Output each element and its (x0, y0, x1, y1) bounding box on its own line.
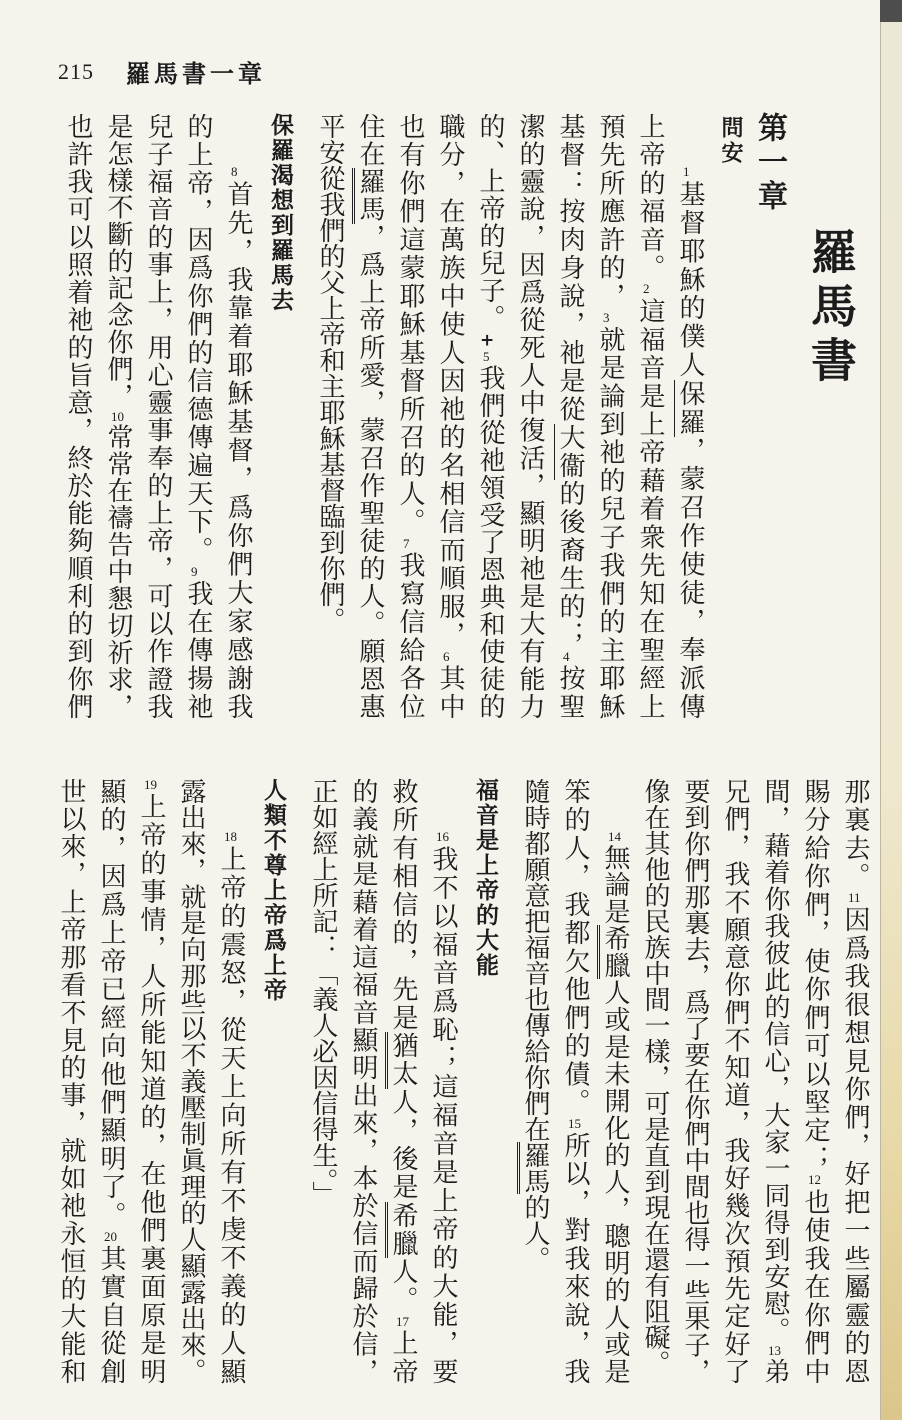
text-run: 就是論到祂的兒子我們的主耶穌 (595, 325, 625, 719)
text-column (383, 778, 423, 1384)
text-run: 住在 (355, 113, 385, 169)
text-column (630, 113, 670, 719)
person-name: 大衞 (555, 423, 585, 481)
verse-number: 12 (808, 1173, 821, 1187)
upper-text-block (58, 113, 710, 719)
text-run: 預先所應許的， (595, 113, 625, 311)
text-run: 救所有相信的，先是 (388, 778, 418, 1033)
text-run: 的後裔生的； (555, 480, 585, 648)
text-column (58, 113, 98, 719)
running-header (58, 54, 266, 88)
text-column (510, 113, 550, 719)
text-run: 也使我在你們中 (800, 1188, 830, 1384)
text-column (171, 778, 211, 1384)
text-run: 隨時都願意把福音也傳給你們在 (520, 778, 550, 1142)
text-run: 世以來，上帝那看不見的事，就如祂永恒的大能和 (56, 778, 86, 1384)
text-run: 職分，在萬族中使人因祂的名相信而順服， (435, 113, 465, 650)
text-column (310, 113, 350, 719)
text-run: 賜分給你們，使你們可以堅定； (800, 778, 830, 1172)
text-column (343, 778, 383, 1384)
text-column (211, 778, 251, 1384)
verse-number: 1 (683, 165, 690, 178)
text-run: 人。 (388, 1258, 418, 1315)
text-column (595, 778, 635, 1384)
text-run: 上帝的福音。 (635, 113, 665, 283)
verse-number: 4 (563, 649, 570, 663)
text-run: 也有你們這蒙耶穌基督所召的人。 (395, 113, 425, 537)
text-column (423, 778, 463, 1384)
text-column (675, 778, 715, 1384)
text-run: 其中 (435, 664, 465, 719)
text-run: 笨的人，我都欠他們的債。 (560, 778, 590, 1117)
lower-text-block (51, 778, 875, 1384)
text-run: 我們從祂領受了恩典和使徒的 (475, 364, 505, 719)
text-run: 人，後是 (388, 1088, 418, 1202)
text-run: ，爲上帝所愛，蒙召作聖徒的人。願恩惠 (355, 223, 385, 719)
person-name: 保羅 (675, 379, 705, 437)
text-column (390, 113, 430, 719)
text-column (835, 778, 875, 1384)
text-run: 正如經上所記：「義人必因信得生。」 (308, 778, 338, 1207)
text-run: 無論是 (600, 844, 630, 926)
verse-number: 17 (396, 1314, 409, 1328)
verse-number: 20 (104, 1229, 117, 1243)
verse-number: 10 (111, 409, 124, 423)
text-run: 首先，我靠着耶穌基督，爲你們大家感謝我 (223, 180, 253, 719)
book-page-edge (880, 0, 902, 1420)
verse-number: 7 (403, 536, 410, 550)
text-run: 要到你們那裏去，爲了要在你們中間也得一些果子， (680, 778, 710, 1384)
text-column (218, 113, 258, 719)
text-run: 這福音是上帝藉着衆先知在聖經上 (635, 297, 665, 719)
text-run: 的上帝，因爲你們的信德傳遍天下。 (183, 113, 213, 565)
text-run: 的人。 (520, 1194, 550, 1272)
section-heading: 保羅渴想到羅馬去 (267, 113, 293, 313)
text-run: 的義就是藉着這福音顯明出來，本於信而歸於信， (348, 778, 378, 1384)
place-name: 希臘 (597, 925, 630, 979)
verse-number: 9 (191, 564, 198, 578)
verse-number: 8 (231, 165, 238, 178)
text-column (98, 113, 138, 719)
text-column (670, 113, 710, 719)
verse-number: 5 (483, 350, 490, 364)
text-run: 那裏去。 (840, 778, 870, 891)
text-column (550, 113, 590, 719)
text-column (91, 778, 131, 1384)
text-column (715, 778, 755, 1384)
text-run: 平安從我們的父上帝和主耶穌基督臨到你們。 (315, 113, 345, 633)
page-corner-shadow (880, 0, 902, 22)
running-title: 羅馬書一章 (126, 59, 266, 88)
text-column (470, 113, 510, 719)
verse-number: 18 (224, 830, 237, 843)
text-run: 間，藉着你我彼此的信心，大家一同得到安慰。 (760, 778, 790, 1345)
text-run: 弟 (760, 1358, 790, 1384)
verse-number: 6 (443, 649, 450, 663)
page-number: 215 (58, 58, 94, 84)
text-run: ，蒙召作使徒，奉派傳 (675, 436, 705, 719)
text-run: 上帝的震怒，從天上向所有不虔不義的人顯 (216, 845, 246, 1384)
place-name: 羅馬 (352, 168, 385, 223)
text-run: 兒子福音的事上，用心靈事奉的上帝，可以作證我 (143, 113, 173, 719)
text-column (515, 778, 555, 1384)
text-column (51, 778, 91, 1384)
verse-number: 14 (608, 830, 621, 843)
text-column (131, 778, 171, 1384)
text-run: 潔的靈說，因爲從死人中復活，顯明祂是大有能力 (515, 113, 545, 719)
verse-number: 3 (603, 310, 610, 324)
text-run: 的、上帝的兒子。 (475, 113, 505, 332)
section-heading: 福音是上帝的大能 (472, 778, 498, 978)
text-run: 基督：按肉身說，祂是從 (555, 113, 585, 424)
text-run: 其實自從創 (96, 1245, 126, 1384)
text-run: 常常在禱告中懇切祈求， (103, 423, 133, 719)
section-heading: 問安 (718, 116, 743, 166)
place-name: 希臘 (385, 1202, 418, 1258)
text-run: 我在傳揚祂 (183, 580, 213, 719)
text-run: 基督耶穌的僕人 (675, 180, 705, 380)
verse-number: 13 (768, 1344, 781, 1358)
text-run: 我寫信給各位 (395, 551, 425, 719)
text-run: 我不以福音爲恥；這福音是上帝的大能，要 (428, 845, 458, 1384)
text-run: 人或是未開化的人，聰明的人或是 (600, 979, 630, 1384)
section-heading: 人類不尊上帝爲上帝 (260, 778, 286, 1003)
text-run: 因爲我很想見你們，好把一些屬靈的恩 (840, 906, 870, 1384)
text-run: 露出來，就是向那些以不義壓制眞理的人顯露出來。 (176, 778, 206, 1384)
text-column (178, 113, 218, 719)
text-column (350, 113, 390, 719)
verse-number: 16 (436, 830, 449, 843)
text-column (590, 113, 630, 719)
text-column (755, 778, 795, 1384)
text-column (430, 113, 470, 719)
text-column (555, 778, 595, 1384)
text-run: 是怎樣不斷的記念你們， (103, 113, 133, 410)
verse-number: 11 (848, 890, 861, 904)
place-name: 羅馬 (517, 1142, 550, 1194)
verse-number: 19 (144, 778, 157, 791)
text-run: 兄們，我不願意你們不知道，我好幾次預先定好了 (720, 778, 750, 1384)
place-name: 猶太 (385, 1032, 418, 1088)
text-column (635, 778, 675, 1384)
text-column (138, 113, 178, 719)
text-run: 上帝的事情，人所能知道的，在他們裏面原是明 (136, 793, 166, 1384)
text-column (303, 778, 343, 1384)
text-run: 所以，對我來說，我 (560, 1132, 590, 1384)
text-column (795, 778, 835, 1384)
text-run: 按聖 (555, 664, 585, 719)
text-run: 顯的，因爲上帝已經向他們顯明了。 (96, 778, 126, 1230)
text-run: 像在其他的民族中間一樣，可是直到現在還有阻礙。 (640, 778, 670, 1376)
text-run: 也許我可以照着祂的旨意，終於能夠順利的到你們 (63, 113, 93, 719)
text-run: 上帝 (388, 1329, 418, 1384)
book-title: 羅馬書 (804, 228, 858, 390)
verse-number: 2 (643, 282, 650, 296)
footnote-mark: + (480, 331, 495, 349)
chapter-label: 第一章 (752, 112, 787, 214)
verse-number: 15 (568, 1116, 581, 1130)
